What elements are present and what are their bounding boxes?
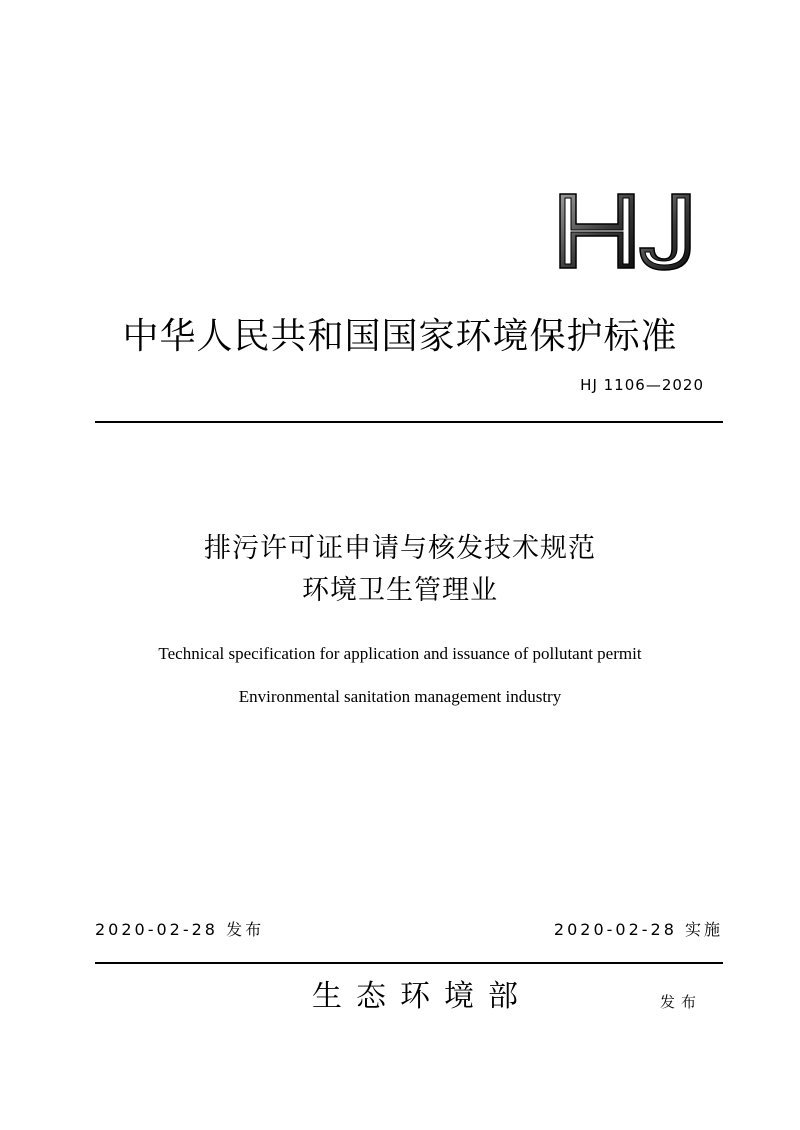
issue-date: 2020-02-28 发布 [95, 920, 265, 939]
bottom-divider [95, 962, 723, 964]
hj-logo [556, 190, 696, 272]
document-title-cn-line2: 环境卫生管理业 [302, 575, 498, 606]
standard-type-title: 中华人民共和国国家环境保护标准 [122, 316, 678, 357]
implementation-date: 2020-02-28 实施 [553, 920, 723, 939]
issuing-authority: 生态环境部 [312, 979, 532, 1014]
top-divider [95, 421, 723, 423]
document-title-cn-line1: 排污许可证申请与核发技术规范 [204, 533, 596, 564]
document-title-en-line2: Environmental sanitation management industry [238, 687, 562, 706]
standard-number: HJ 1106—2020 [580, 376, 704, 394]
document-title-en-line1: Technical specification for application and issuance of pollutant permit [158, 644, 642, 663]
issue-label: 发布 [660, 993, 703, 1011]
